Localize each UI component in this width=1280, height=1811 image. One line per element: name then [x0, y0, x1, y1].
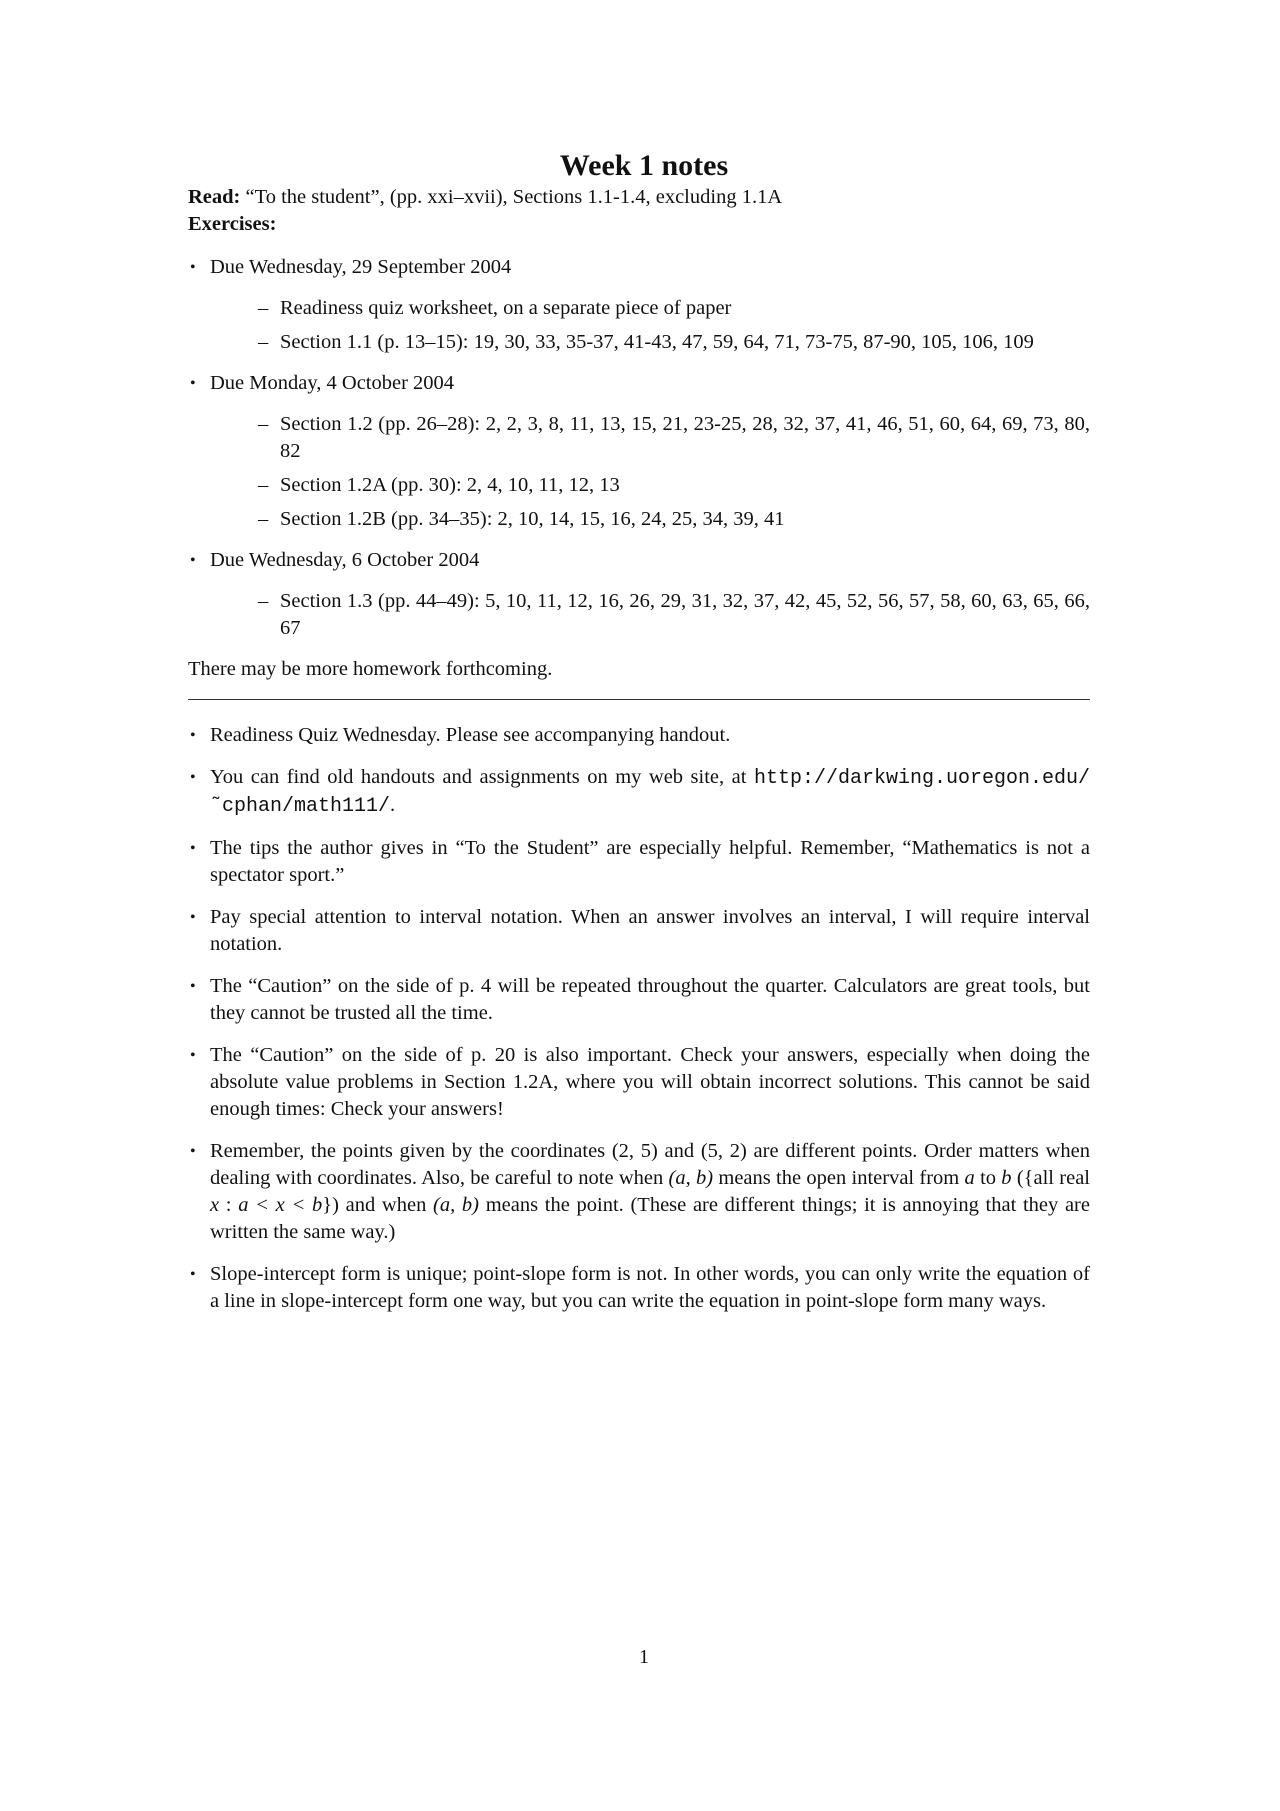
exercise-item: [258, 295, 1090, 322]
exercise-list: [210, 411, 1090, 533]
exercise-text: Section 1.2 (pp. 26–28): 2, 2, 3, 8, 11, 13, 15, 21, 23-25, 28, 32, 37, 41, 46, 51, 60, 64, 69, 73, 80, 82: [280, 413, 1090, 462]
page-number: 1: [639, 1646, 649, 1668]
exercise-list: [210, 588, 1090, 642]
due-group: [188, 370, 1090, 533]
bullet-icon: •: [190, 840, 196, 857]
note-text: Slope-intercept form is unique; point-slope form is not. In other words, you can only write the equation of a line in slope-intercept form one way, but you can write the equation in point-slope form many ways.: [210, 1263, 1090, 1312]
bullet-icon: •: [190, 727, 196, 744]
note-text: ({all real: [1011, 1167, 1090, 1189]
due-group: [188, 547, 1090, 642]
bullet-icon: •: [190, 1266, 196, 1283]
math-expression: (a, b): [433, 1194, 480, 1216]
exercise-text: Section 1.2B (pp. 34–35): 2, 10, 14, 15, 16, 24, 25, 34, 39, 41: [280, 508, 785, 530]
bullet-icon: •: [190, 978, 196, 995]
read-text: “To the student”, (pp. xxi–xvii), Sections 1.1-1.4, excluding 1.1A: [245, 186, 783, 208]
note-text: and: [657, 1140, 701, 1162]
exercise-item: [258, 588, 1090, 642]
note-text: to: [974, 1167, 1002, 1189]
due-group: [188, 254, 1090, 356]
exercise-item: [258, 472, 1090, 499]
note-text: Pay special attention to interval notation. When an answer involves an interval, I will require interval notation.: [210, 906, 1090, 955]
note-item: [188, 1138, 1090, 1246]
due-heading: Due Wednesday, 29 September 2004: [210, 256, 512, 278]
note-item: [188, 722, 1090, 749]
math-expression: x: [210, 1194, 220, 1216]
exercise-text: Section 1.2A (pp. 30): 2, 4, 10, 11, 12, 13: [280, 474, 620, 496]
note-item: [188, 835, 1090, 889]
note-text: The tips the author gives in “To the Student” are especially helpful. Remember, “Mathematics is not a spectator sport.”: [210, 837, 1090, 886]
bullet-icon: •: [190, 552, 196, 569]
document-page: [188, 148, 1090, 1330]
due-heading: Due Wednesday, 6 October 2004: [210, 549, 480, 571]
exercise-text: Section 1.3 (pp. 44–49): 5, 10, 11, 12, 16, 26, 29, 31, 32, 37, 42, 45, 52, 56, 57, 58, 60, 63, 65, 66, 67: [280, 590, 1090, 639]
exercise-item: [258, 506, 1090, 533]
bullet-icon: •: [190, 769, 196, 786]
note-item: [188, 904, 1090, 958]
note-item: [188, 1261, 1090, 1315]
math-expression: (2, 5): [611, 1140, 658, 1162]
notes-list: [188, 722, 1090, 1315]
section-divider: [188, 699, 1090, 700]
read-label: Read:: [188, 186, 241, 208]
note-item: [188, 1042, 1090, 1123]
due-list: [188, 254, 1090, 642]
math-expression: (a, b): [668, 1167, 714, 1189]
note-text: .: [390, 794, 396, 816]
math-expression: a: [964, 1167, 975, 1189]
dash-icon: –: [258, 474, 269, 496]
exercise-item: [258, 329, 1090, 356]
bullet-icon: •: [190, 1047, 196, 1064]
note-text: }) and when: [322, 1194, 434, 1216]
website-url-link[interactable]: http://darkwing.uoregon.edu/˜cphan/math111/: [210, 767, 1090, 818]
dash-icon: –: [258, 508, 269, 530]
note-text: You can find old handouts and assignments on my web site, at: [210, 766, 754, 788]
bullet-icon: •: [190, 375, 196, 392]
dash-icon: –: [258, 297, 269, 319]
note-text: The “Caution” on the side of p. 20 is also important. Check your answers, especially when doing the absolute value problems in Section 1.2A, where you will obtain incorrect solutions. This cannot be said enough times: Check your answers!: [210, 1044, 1090, 1120]
dash-icon: –: [258, 413, 269, 435]
note-text: means the point. (These are different things; it is annoying that they are written the same way.): [210, 1194, 1090, 1243]
bullet-icon: •: [190, 1143, 196, 1160]
note-text: :: [219, 1194, 239, 1216]
note-item: [188, 973, 1090, 1027]
due-heading: Due Monday, 4 October 2004: [210, 372, 455, 394]
bullet-icon: •: [190, 259, 196, 276]
dash-icon: –: [258, 331, 269, 353]
math-expression: (5, 2): [700, 1140, 747, 1162]
exercise-text: Readiness quiz worksheet, on a separate piece of paper: [280, 297, 732, 319]
note-text: are different points. Order matters when dealing with coordinates. Also, be careful to note when: [210, 1140, 1091, 1189]
note-text: Remember, the points given by the coordinates: [210, 1140, 612, 1162]
note-item: [188, 764, 1090, 820]
math-expression: b: [1001, 1167, 1012, 1189]
note-text: means the open interval from: [713, 1167, 965, 1189]
exercise-list: [210, 295, 1090, 356]
exercises-label: Exercises:: [188, 213, 277, 235]
bullet-icon: •: [190, 909, 196, 926]
dash-icon: –: [258, 590, 269, 612]
note-text: The “Caution” on the side of p. 4 will be repeated throughout the quarter. Calculators are great tools, but they cannot be trusted all the time.: [210, 975, 1090, 1024]
exercise-item: [258, 411, 1090, 465]
read-line: [188, 184, 1090, 211]
note-text: Readiness Quiz Wednesday. Please see accompanying handout.: [210, 724, 731, 746]
page-title: Week 1 notes: [559, 149, 729, 182]
math-expression: a < x < b: [238, 1194, 323, 1216]
exercise-text: Section 1.1 (p. 13–15): 19, 30, 33, 35-37, 41-43, 47, 59, 64, 71, 73-75, 87-90, 105, 106, 109: [280, 331, 1034, 353]
more-homework-note: There may be more homework forthcoming.: [188, 658, 553, 680]
